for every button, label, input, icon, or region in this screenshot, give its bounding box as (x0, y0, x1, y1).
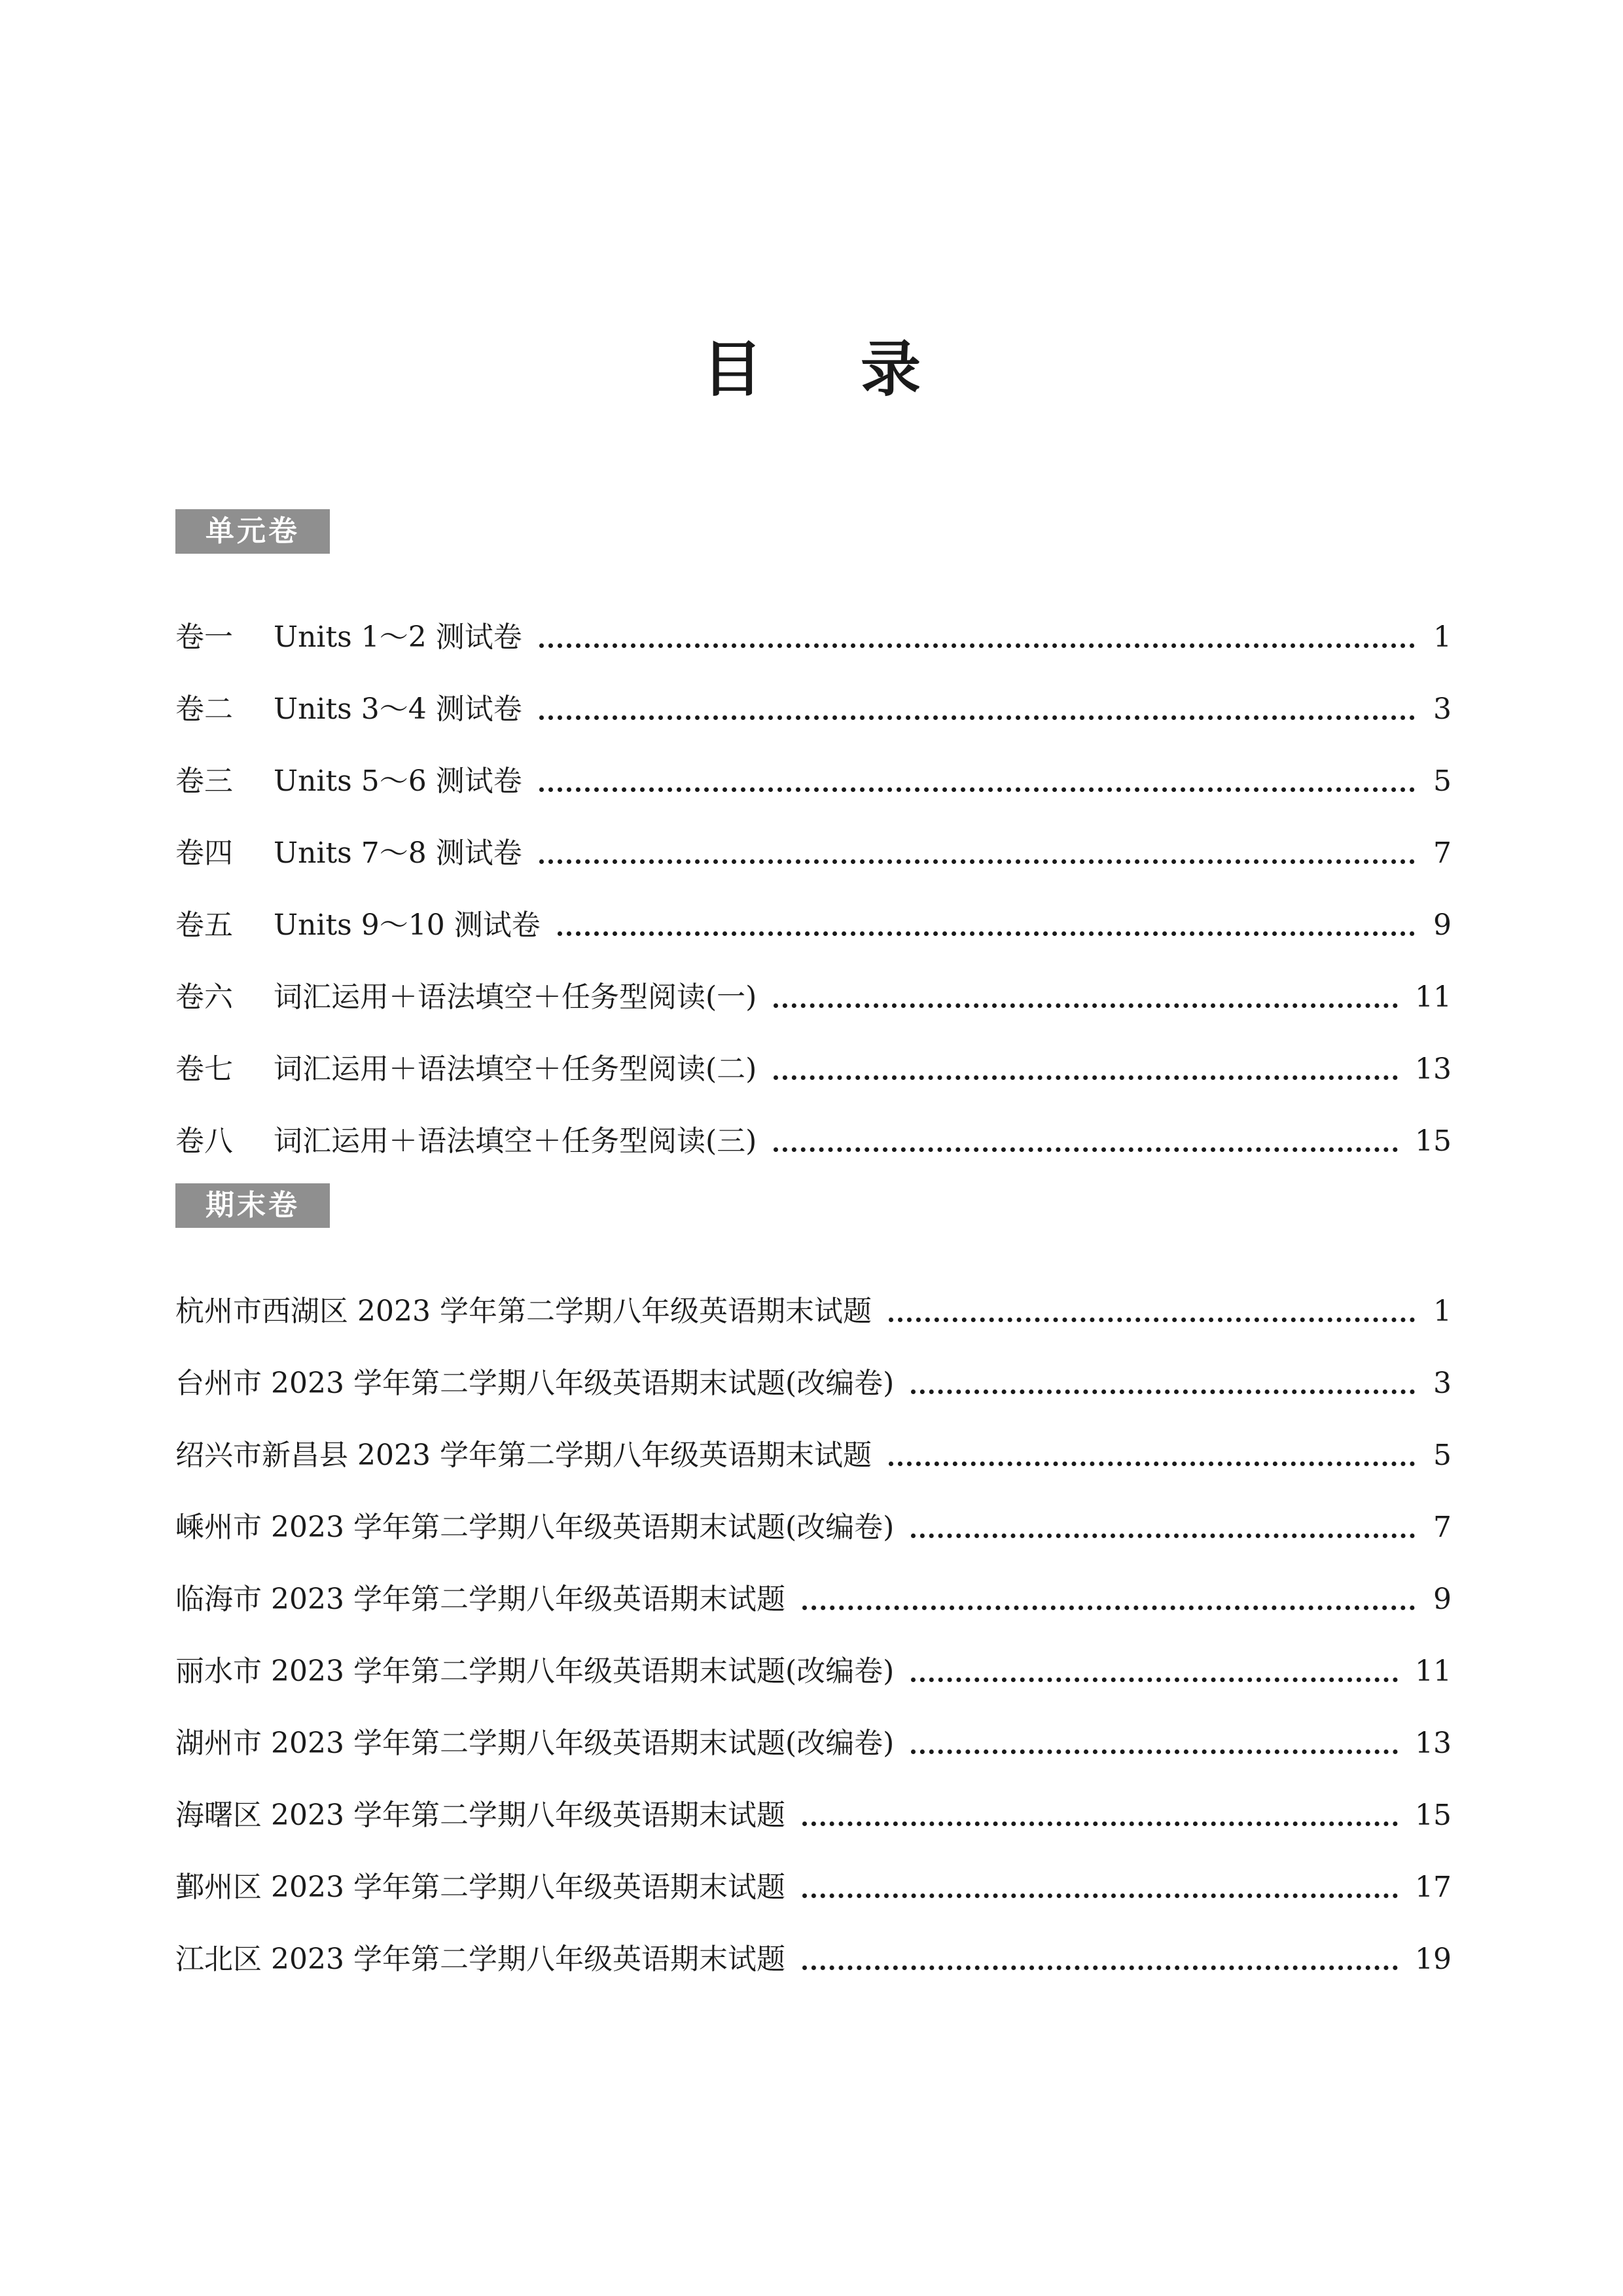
toc-entry[interactable] (175, 1403, 1452, 1475)
toc-entry[interactable] (175, 1259, 1452, 1331)
toc-entry[interactable] (175, 1619, 1452, 1691)
toc-entry-number: 卷三 (175, 764, 233, 798)
toc-entry-page-number: 19 (1415, 1943, 1452, 1976)
toc-entry-page-number: 3 (1433, 692, 1452, 726)
toc-entry[interactable] (175, 657, 1452, 729)
toc-entry[interactable] (175, 1331, 1452, 1403)
toc-entry[interactable] (175, 585, 1452, 657)
toc-entry-title: 鄞州区 2023 学年第二学期八年级英语期末试题 (175, 1871, 785, 1904)
toc-entry-title: 湖州市 2023 学年第二学期八年级英语期末试题(改编卷) (175, 1727, 895, 1760)
dot-leader (911, 1534, 1415, 1538)
toc-entry-title: 江北区 2023 学年第二学期八年级英语期末试题 (175, 1943, 785, 1976)
toc-entry-number: 卷四 (175, 836, 233, 870)
toc-entry-page-number: 13 (1415, 1727, 1452, 1760)
toc-entry-page-number: 9 (1433, 908, 1452, 942)
dot-leader (539, 787, 1415, 792)
toc-entry-page-number: 17 (1415, 1871, 1452, 1904)
dot-leader (539, 859, 1415, 864)
dot-leader (802, 1821, 1398, 1826)
toc-entry-number: 卷七 (175, 1052, 233, 1086)
toc-entry-title: 丽水市 2023 学年第二学期八年级英语期末试题(改编卷) (175, 1655, 895, 1688)
dot-leader (802, 1965, 1398, 1970)
toc-entry-page-number: 15 (1415, 1124, 1452, 1158)
toc-entry-page-number: 3 (1433, 1367, 1452, 1400)
toc-entry-page-number: 9 (1433, 1583, 1452, 1616)
toc-entry-title: 词汇运用＋语法填空＋任务型阅读(一) (274, 980, 757, 1014)
dot-leader (539, 643, 1415, 648)
final-section (175, 1183, 1452, 1979)
toc-entry-title: 台州市 2023 学年第二学期八年级英语期末试题(改编卷) (175, 1367, 895, 1400)
toc-entry-number: 卷二 (175, 692, 233, 726)
toc-entry-title: 绍兴市新昌县 2023 学年第二学期八年级英语期末试题 (175, 1439, 872, 1472)
toc-entry[interactable] (175, 873, 1452, 945)
dot-leader (889, 1318, 1415, 1322)
toc-entry-page-number: 1 (1433, 1295, 1452, 1328)
toc-entry-title: Units 7～8 测试卷 (274, 836, 522, 870)
dot-leader (889, 1462, 1415, 1466)
toc-entry[interactable] (175, 1835, 1452, 1907)
toc-entry-page-number: 5 (1433, 764, 1452, 798)
toc-entry[interactable] (175, 801, 1452, 873)
dot-leader (911, 1677, 1398, 1682)
toc-entry-title: Units 5～6 测试卷 (274, 764, 522, 798)
toc-entry-page-number: 11 (1415, 1655, 1452, 1688)
toc-entry[interactable] (175, 1017, 1452, 1089)
toc-entry-number: 卷一 (175, 620, 233, 654)
dot-leader (774, 1075, 1398, 1080)
dot-leader (911, 1390, 1415, 1394)
toc-entry-number: 卷五 (175, 908, 233, 942)
toc-entry-page-number: 7 (1433, 1511, 1452, 1544)
toc-entry[interactable] (175, 1691, 1452, 1763)
toc-entry-title: 嵊州市 2023 学年第二学期八年级英语期末试题(改编卷) (175, 1511, 895, 1544)
dot-leader (558, 931, 1415, 936)
toc-entry-title: Units 1～2 测试卷 (274, 620, 522, 654)
toc-entry[interactable] (175, 1547, 1452, 1619)
section-header-unit: 单元卷 (175, 509, 330, 554)
toc-entry-page-number: 1 (1433, 620, 1452, 654)
toc-entry-number: 卷八 (175, 1124, 233, 1158)
toc-entry-title: 杭州市西湖区 2023 学年第二学期八年级英语期末试题 (175, 1295, 872, 1328)
final-toc-list (175, 1259, 1452, 1979)
dot-leader (539, 715, 1415, 720)
dot-leader (802, 1893, 1398, 1898)
dot-leader (911, 1749, 1398, 1754)
toc-entry[interactable] (175, 945, 1452, 1017)
toc-entry-title: Units 3～4 测试卷 (274, 692, 522, 726)
unit-section (175, 509, 1452, 1161)
toc-entry-title: Units 9～10 测试卷 (274, 908, 541, 942)
dot-leader (774, 1003, 1398, 1008)
unit-toc-list (175, 585, 1452, 1161)
toc-entry-page-number: 13 (1415, 1052, 1452, 1086)
toc-entry[interactable] (175, 1089, 1452, 1161)
toc-entry-page-number: 7 (1433, 836, 1452, 870)
section-header-final: 期末卷 (175, 1183, 330, 1228)
toc-entry-title: 临海市 2023 学年第二学期八年级英语期末试题 (175, 1583, 785, 1616)
toc-entry-page-number: 5 (1433, 1439, 1452, 1472)
toc-entry-title: 词汇运用＋语法填空＋任务型阅读(二) (274, 1052, 757, 1086)
toc-entry[interactable] (175, 1475, 1452, 1547)
toc-entry[interactable] (175, 1907, 1452, 1979)
toc-entry-title: 海曙区 2023 学年第二学期八年级英语期末试题 (175, 1799, 785, 1832)
page-title: 目录 (702, 334, 1019, 404)
dot-leader (802, 1605, 1415, 1610)
toc-entry-page-number: 15 (1415, 1799, 1452, 1832)
dot-leader (774, 1147, 1398, 1152)
toc-entry[interactable] (175, 729, 1452, 801)
toc-entry-title: 词汇运用＋语法填空＋任务型阅读(三) (274, 1124, 757, 1158)
toc-entry-page-number: 11 (1415, 980, 1452, 1014)
toc-entry[interactable] (175, 1763, 1452, 1835)
toc-entry-number: 卷六 (175, 980, 233, 1014)
